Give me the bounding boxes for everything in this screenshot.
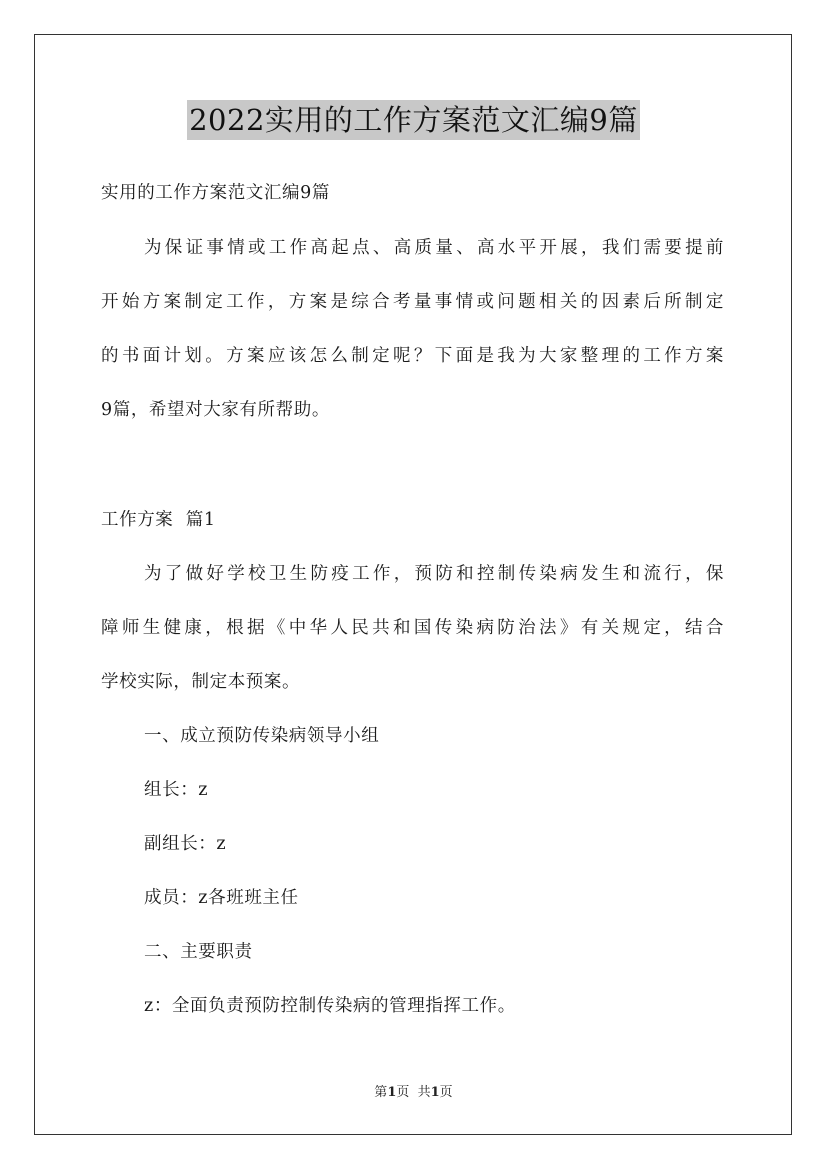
footer-mid: 页 共	[396, 1085, 431, 1100]
footer-current-page: 1	[387, 1085, 397, 1100]
intro-line-3: 的书面计划。方案应该怎么制定呢？下面是我为大家整理的工作方案	[101, 346, 724, 366]
document-subtitle: 实用的工作方案范文汇编9篇	[101, 183, 330, 203]
item-leader: 组长：z	[144, 780, 209, 800]
item-heading-2: 二、主要职责	[144, 942, 253, 962]
section-line-3: 学校实际，制定本预案。	[101, 672, 301, 692]
item-deputy-leader: 副组长：z	[144, 834, 227, 854]
item-responsibility: z：全面负责预防控制传染病的管理指挥工作。	[144, 996, 516, 1016]
section-line-2: 障师生健康，根据《中华人民共和国传染病防治法》有关规定，结合	[101, 618, 724, 638]
footer-total-pages: 1	[430, 1085, 440, 1100]
intro-line-1: 为保证事情或工作高起点、高质量、高水平开展，我们需要提前	[144, 238, 724, 258]
intro-line-2: 开始方案制定工作，方案是综合考量事情或问题相关的因素后所制定	[101, 292, 724, 312]
intro-line-4: 9篇，希望对大家有所帮助。	[101, 400, 330, 420]
item-members: 成员：z各班班主任	[144, 888, 299, 908]
item-heading-1: 一、成立预防传染病领导小组	[144, 726, 380, 746]
document-title: 2022实用的工作方案范文汇编9篇	[187, 100, 640, 140]
footer-suffix: 页	[439, 1085, 453, 1100]
footer-prefix: 第	[374, 1085, 388, 1100]
section-line-1: 为了做好学校卫生防疫工作，预防和控制传染病发生和流行，保	[144, 564, 724, 584]
title-container	[0, 100, 827, 140]
section-heading: 工作方案 篇1	[101, 510, 216, 530]
page-footer	[0, 1085, 827, 1101]
